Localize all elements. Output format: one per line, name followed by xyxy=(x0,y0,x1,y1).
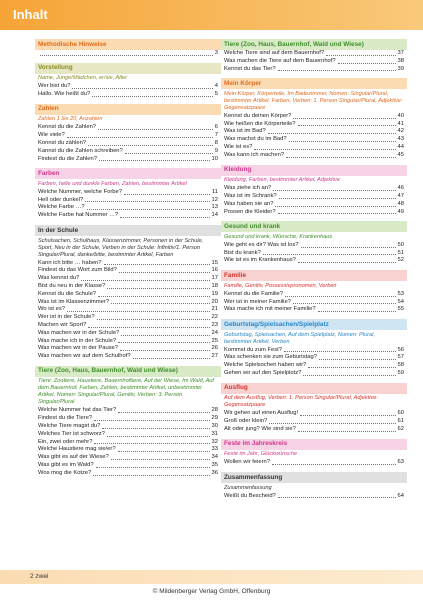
toc-section xyxy=(221,439,407,467)
entry-page-number: 32 xyxy=(211,438,218,445)
dot-leader xyxy=(285,296,396,297)
dot-leader xyxy=(278,70,396,71)
dot-leader xyxy=(273,190,395,191)
section-topics: Zusammenfassung xyxy=(224,484,272,491)
entry-page-number: 52 xyxy=(397,257,404,264)
entry-title: Bist du krank? xyxy=(224,249,261,256)
entry-page-number: 28 xyxy=(211,407,218,414)
entry-title: Wie ist es im Krankenhaus? xyxy=(224,257,296,264)
entry-title: Kennst du die Familie? xyxy=(224,290,283,297)
entry-title: Wir gehen auf einen Ausflug! xyxy=(224,410,299,417)
entry-title: Ein, zwei oder mehr? xyxy=(38,438,93,445)
entry-page-number: 60 xyxy=(397,410,404,417)
entry-page-number: 37 xyxy=(397,50,404,56)
entry-title: Kennst du die Schule? xyxy=(38,290,97,297)
toc-entry[interactable] xyxy=(221,299,407,307)
toc-entry[interactable] xyxy=(221,291,407,299)
toc-entry[interactable] xyxy=(35,267,221,275)
entry-title: Findest du die Tiere? xyxy=(38,415,93,422)
entry-title: Was kann ich machen? xyxy=(224,151,285,158)
dot-leader xyxy=(72,88,212,89)
entry-title: Kannst du die Zahlen schreiben? xyxy=(38,147,123,154)
entry-title: Findest du das Wort zum Bild? xyxy=(38,267,117,274)
dot-leader xyxy=(99,160,210,161)
section-title: Tiere (Zoo, Haus, Bauernhof, Wald und Wiese) xyxy=(221,39,407,50)
dot-leader xyxy=(96,467,210,468)
entry-page-number: 18 xyxy=(211,282,218,289)
entry-page-number: 46 xyxy=(397,185,404,192)
toc-entry[interactable] xyxy=(221,250,407,258)
section-topics: Geburtstag, Spielsachen, Auf dem Spielplatz, Nomen: Plural, bestimmter Artikel, Verben xyxy=(224,331,375,345)
entry-page-number: 41 xyxy=(397,120,404,127)
dot-leader xyxy=(284,351,396,352)
toc-entry[interactable] xyxy=(221,50,407,58)
toc-entry[interactable] xyxy=(221,362,407,370)
entry-page-number: 47 xyxy=(397,192,404,199)
section-title: Ausflug xyxy=(221,383,407,394)
entry-page-number: 9 xyxy=(214,147,218,154)
entry-page-number: 17 xyxy=(211,275,218,282)
entry-title: Was mache ich mit meiner Familie? xyxy=(224,306,316,313)
entry-page-number: 22 xyxy=(211,314,218,321)
section-title: Methodische Hinweise xyxy=(35,39,221,50)
toc-section xyxy=(221,383,407,434)
toc-entry[interactable] xyxy=(35,407,221,415)
entry-page-number: 64 xyxy=(397,492,404,499)
entry-page-number: 43 xyxy=(397,136,404,143)
dot-leader xyxy=(263,254,396,255)
toc-entry[interactable] xyxy=(221,354,407,362)
entry-title: Was machst du im Bad? xyxy=(224,136,287,143)
entry-title: Welche Tiere magst du? xyxy=(38,423,101,430)
dot-leader xyxy=(81,280,209,281)
dot-leader xyxy=(67,311,210,312)
entry-title: Possen die Kleider? xyxy=(224,208,276,215)
entry-title: Wie heißen die Körperteile? xyxy=(224,120,296,127)
toc-entry[interactable] xyxy=(35,454,221,462)
dot-leader xyxy=(119,272,210,273)
entry-title: Weißt du Bescheid? xyxy=(224,492,276,499)
entry-page-number: 53 xyxy=(397,290,404,297)
section-topics: Name, Junge/Mädchen, er/sie, Alter xyxy=(38,75,128,82)
entry-title: Was haben sie an? xyxy=(224,200,274,207)
entry-page-number: 5 xyxy=(214,91,218,98)
entry-page-number: 33 xyxy=(211,446,218,453)
entry-title: Welches Tier ist schworz? xyxy=(38,430,105,437)
toc-entry[interactable] xyxy=(221,128,407,136)
entry-page-number: 35 xyxy=(211,462,218,468)
entry-page-number: 15 xyxy=(211,259,218,266)
toc-column-right xyxy=(221,39,407,505)
entry-page-number: 36 xyxy=(211,469,218,476)
toc-entry[interactable] xyxy=(221,370,407,378)
toc-entry[interactable] xyxy=(35,83,221,91)
entry-title: Welche Farbe …? xyxy=(38,204,85,211)
toc-section xyxy=(221,472,407,500)
section-title: Mein Körper xyxy=(221,78,407,89)
entry-title: Was ziehe ich an? xyxy=(224,185,272,192)
toc-entry[interactable] xyxy=(35,156,221,164)
toc-entry[interactable] xyxy=(35,275,221,283)
toc-entry[interactable] xyxy=(35,124,221,132)
entry-title: Was machen die Tiere auf dem Bauernhof? xyxy=(224,57,336,64)
section-topics: Tiere: Zootiere, Haustiere, Bauernhoftiere, Auf der Wiese, Im Wald, Auf dem Bauernhof, Farben, Zahlen, bestimmter Artikel, unbestimmter Artikel, Nomen: Singular/Plural, Genitiv, Verben: 3. Person Singular/Plural xyxy=(38,378,214,406)
toc-section xyxy=(221,221,407,265)
entry-page-number: 14 xyxy=(211,212,218,219)
dot-leader xyxy=(279,198,396,199)
publisher-credit: © Mildenberger Verlag GmbH, Offenburg xyxy=(152,588,271,595)
entry-title: Was machen wir in der Schule? xyxy=(38,329,120,336)
dot-leader xyxy=(293,118,395,119)
entry-title: Was schenken sie zum Geburtstag? xyxy=(224,354,317,361)
entry-page-number: 21 xyxy=(211,306,218,313)
entry-page-number: 3 xyxy=(214,50,218,56)
section-title: Geburtstag/Spielsachen/Spielplatz xyxy=(221,319,407,330)
entry-page-number: 23 xyxy=(211,321,218,328)
dot-leader xyxy=(298,262,396,263)
toc-entry[interactable] xyxy=(35,423,221,431)
dot-leader xyxy=(107,288,209,289)
entry-page-number: 10 xyxy=(211,155,218,162)
section-title: Kleidung xyxy=(221,165,407,176)
section-topics: Feste im Jahr, Glückwünsche xyxy=(224,451,298,458)
entry-page-number: 57 xyxy=(397,354,404,361)
section-title: Zahlen xyxy=(35,104,221,115)
dot-leader xyxy=(104,264,210,265)
entry-title: Wollen wir feiern? xyxy=(224,459,270,466)
section-title: Tiere (Zoo, Haus, Bauernhof, Wald und Wiese) xyxy=(35,366,221,377)
toc-entry[interactable] xyxy=(35,314,221,322)
toc-section xyxy=(35,366,221,478)
dot-leader xyxy=(121,335,209,336)
toc-entry[interactable] xyxy=(221,242,407,250)
toc-entry[interactable] xyxy=(35,148,221,156)
entry-title: Wie ist es? xyxy=(224,144,253,151)
page-number: 2 zwei xyxy=(30,573,49,580)
section-title: Feste im Jahreskreis xyxy=(221,439,407,450)
entry-page-number: 61 xyxy=(397,418,404,425)
section-topics: Zahlen 1 bis 20, Anzahlen xyxy=(38,116,103,123)
toc-entry[interactable] xyxy=(221,185,407,193)
toc-entry[interactable] xyxy=(35,439,221,447)
dot-leader xyxy=(125,153,213,154)
toc-entry[interactable] xyxy=(221,426,407,434)
toc-entry[interactable] xyxy=(35,189,221,197)
entry-page-number: 58 xyxy=(397,362,404,369)
toc-entry[interactable] xyxy=(35,330,221,338)
toc-entry[interactable] xyxy=(221,121,407,129)
toc-entry[interactable] xyxy=(35,470,221,478)
toc-entry[interactable] xyxy=(35,140,221,148)
entry-title: Alt oder jung? Wie sind sie? xyxy=(224,425,296,432)
section-title: In der Schule xyxy=(35,225,221,236)
section-topics: Kleidung, Farben, bestimmter Artikel, Adjektive xyxy=(224,177,340,184)
entry-page-number: 19 xyxy=(211,290,218,297)
dot-leader xyxy=(289,141,396,142)
entry-title: Welche Haustiere mag sie/er? xyxy=(38,446,116,453)
toc-section xyxy=(221,78,407,159)
dot-leader xyxy=(133,358,210,359)
dot-leader xyxy=(118,342,209,343)
dot-leader xyxy=(303,375,395,376)
dot-leader xyxy=(278,213,396,214)
dot-leader xyxy=(268,133,396,134)
entry-page-number: 63 xyxy=(397,459,404,466)
entry-page-number: 12 xyxy=(211,196,218,203)
entry-title: Wer ist in meiner Familie? xyxy=(224,298,291,305)
dot-leader xyxy=(98,296,210,297)
toc-entry[interactable] xyxy=(35,415,221,423)
entry-page-number: 29 xyxy=(211,415,218,422)
toc-entry[interactable] xyxy=(35,299,221,307)
header-band xyxy=(0,0,423,30)
toc-entry[interactable] xyxy=(35,462,221,470)
section-title: Farben xyxy=(35,168,221,179)
entry-title: Hell oder dunkel? xyxy=(38,196,84,203)
entry-title: Wie geht es dir? Was ist los? xyxy=(224,241,299,248)
toc-entry[interactable] xyxy=(221,136,407,144)
toc-entry[interactable] xyxy=(221,418,407,426)
dot-leader xyxy=(308,367,395,368)
toc-section xyxy=(35,39,221,58)
entry-page-number: 50 xyxy=(397,241,404,248)
entry-page-number: 40 xyxy=(397,112,404,119)
toc-entry[interactable] xyxy=(35,431,221,439)
toc-entry[interactable] xyxy=(221,493,407,501)
entry-page-number: 48 xyxy=(397,200,404,207)
entry-page-number: 4 xyxy=(214,83,218,90)
dot-leader xyxy=(102,428,209,429)
dot-leader xyxy=(272,464,396,465)
entry-title: Kennst du die Zahlen? xyxy=(38,124,97,131)
toc-column-left xyxy=(35,39,221,483)
footer-band xyxy=(0,570,423,584)
dot-leader xyxy=(326,55,395,56)
toc-entry[interactable] xyxy=(221,66,407,74)
toc-entry[interactable] xyxy=(35,322,221,330)
toc-section xyxy=(221,165,407,217)
dot-leader xyxy=(269,423,395,424)
dot-leader xyxy=(98,129,213,130)
entry-title: Was mache ich in der Schule? xyxy=(38,337,117,344)
toc-entry[interactable] xyxy=(35,353,221,361)
dot-leader xyxy=(94,420,209,421)
dot-leader xyxy=(118,451,210,452)
toc-section xyxy=(35,104,221,163)
dot-leader xyxy=(118,412,209,413)
toc-entry[interactable] xyxy=(35,132,221,140)
entry-title: Wer ist in der Schule? xyxy=(38,314,95,321)
toc-entry[interactable] xyxy=(35,306,221,314)
entry-title: Wo ist es? xyxy=(38,306,65,313)
dot-leader xyxy=(88,145,213,146)
toc-entry[interactable] xyxy=(35,291,221,299)
entry-page-number: 49 xyxy=(397,208,404,215)
entry-title: Hallo. Wie heißt du? xyxy=(38,91,91,98)
entry-page-number: 7 xyxy=(214,132,218,139)
dot-leader xyxy=(40,55,213,56)
entry-page-number: 54 xyxy=(397,298,404,305)
entry-page-number: 30 xyxy=(211,423,218,430)
entry-page-number: 59 xyxy=(397,370,404,377)
toc-entry[interactable] xyxy=(221,410,407,418)
entry-page-number: 24 xyxy=(211,329,218,336)
entry-title: Findest du die Zahlen? xyxy=(38,155,97,162)
dot-leader xyxy=(88,327,209,328)
dot-leader xyxy=(286,157,396,158)
toc-section xyxy=(221,319,407,378)
toc-section xyxy=(35,168,221,220)
entry-title: Groß oder klein? xyxy=(224,418,268,425)
toc-entry[interactable] xyxy=(35,50,221,58)
dot-leader xyxy=(111,459,210,460)
dot-leader xyxy=(338,63,396,64)
entry-title: Was ist im Bad? xyxy=(224,128,266,135)
dot-leader xyxy=(301,247,396,248)
dot-leader xyxy=(67,137,213,138)
toc-entry[interactable] xyxy=(35,283,221,291)
entry-title: Was ist im Schrank? xyxy=(224,192,277,199)
entry-title: Was gibt es auf der Wiese? xyxy=(38,454,109,461)
section-topics: Schulsachen, Schulhaus, Klassenzimmer, Personen in der Schule, Sport, Neu in der Schule, Verben in der Schule: Infinitiv/1. Person Singular/Plural, danke/bitte, bestimmter Artikel, Farben xyxy=(38,237,204,258)
dot-leader xyxy=(93,475,209,476)
toc-entry[interactable] xyxy=(221,113,407,121)
section-title: Vorstellung xyxy=(35,63,221,74)
entry-title: Kennst du das Tier? xyxy=(224,65,276,72)
toc-entry[interactable] xyxy=(35,446,221,454)
entry-title: Welche Tiere sind auf dem Bauernhof? xyxy=(224,50,325,56)
toc-section xyxy=(221,39,407,73)
section-title: Familie xyxy=(221,270,407,281)
entry-title: Konnst du zählen? xyxy=(38,139,87,146)
entry-page-number: 31 xyxy=(211,430,218,437)
toc-entry[interactable] xyxy=(221,201,407,209)
dot-leader xyxy=(318,311,396,312)
toc-section xyxy=(35,225,221,361)
entry-title: Wer bist du? xyxy=(38,83,71,90)
entry-page-number: 13 xyxy=(211,204,218,211)
toc-entry[interactable] xyxy=(221,193,407,201)
entry-page-number: 51 xyxy=(397,249,404,256)
entry-page-number: 34 xyxy=(211,454,218,461)
toc-entry[interactable] xyxy=(221,347,407,355)
toc-section xyxy=(35,63,221,99)
entry-title: Was machen wir auf dem Schulhof? xyxy=(38,353,131,360)
section-title: Zusammenfassung xyxy=(221,472,407,483)
toc-entry[interactable] xyxy=(35,197,221,205)
dot-leader xyxy=(254,149,395,150)
toc-entry[interactable] xyxy=(35,338,221,346)
page-title: Inhalt xyxy=(13,7,48,22)
dot-leader xyxy=(94,443,209,444)
dot-leader xyxy=(124,194,210,195)
entry-page-number: 55 xyxy=(397,306,404,313)
toc-entry[interactable] xyxy=(221,209,407,217)
toc-entry[interactable] xyxy=(35,260,221,268)
toc-entry[interactable] xyxy=(221,152,407,160)
entry-page-number: 44 xyxy=(397,144,404,151)
entry-page-number: 11 xyxy=(211,188,218,195)
dot-leader xyxy=(300,415,395,416)
dot-leader xyxy=(120,350,210,351)
toc-entry[interactable] xyxy=(35,91,221,99)
entry-title: Gehen wir auf den Spielplotz? xyxy=(224,370,302,377)
entry-page-number: 6 xyxy=(214,124,218,131)
entry-title: Was ist im Klassenzimmer? xyxy=(38,298,109,305)
toc-entry[interactable] xyxy=(35,204,221,212)
entry-page-number: 20 xyxy=(211,298,218,305)
entry-page-number: 27 xyxy=(211,353,218,360)
entry-title: Machen wir Sport? xyxy=(38,321,87,328)
toc-entry[interactable] xyxy=(221,459,407,467)
toc-entry[interactable] xyxy=(221,257,407,265)
dot-leader xyxy=(319,359,396,360)
entry-title: Was kennst du? xyxy=(38,275,80,282)
entry-title: Kennst du deinen Körper? xyxy=(224,112,292,119)
entry-title: Wos mog die Kotze? xyxy=(38,469,92,476)
entry-page-number: 25 xyxy=(211,337,218,344)
section-topics: Gesund und krank, Wünsche, Krankenhaus xyxy=(224,233,333,240)
dot-leader xyxy=(92,96,213,97)
dot-leader xyxy=(111,303,210,304)
section-topics: Farben, helle und dunkle Farben, Zahlen, bestimmter Artikel xyxy=(38,180,187,187)
entry-page-number: 56 xyxy=(397,346,404,353)
entry-title: Kommst du zum Fest? xyxy=(224,346,282,353)
entry-title: Welche Nummer hat das Tier? xyxy=(38,407,117,414)
dot-leader xyxy=(298,125,396,126)
section-topics: Familie, Genitiv, Possessivpronomen, Verben xyxy=(224,282,337,289)
entry-page-number: 39 xyxy=(397,65,404,72)
entry-title: Was machen wir in der Pause? xyxy=(38,345,119,352)
entry-page-number: 26 xyxy=(211,345,218,352)
toc-entry[interactable] xyxy=(221,306,407,314)
entry-title: Kann ich bitte … haben? xyxy=(38,259,102,266)
section-topics: Auf dem Ausflug, Verben: 1. Person Singular/Plural, Adjektive: Gegensatzpaare xyxy=(224,395,378,409)
entry-title: Welche Spielsochen haben wir? xyxy=(224,362,307,369)
entry-page-number: 62 xyxy=(397,425,404,432)
dot-leader xyxy=(298,431,396,432)
entry-title: Bist du neu in der Klasse? xyxy=(38,282,106,289)
entry-title: Was gibt es im Wald? xyxy=(38,462,94,468)
entry-title: Welche Farbe hat Nummer …? xyxy=(38,212,119,219)
toc-entry[interactable] xyxy=(35,345,221,353)
entry-title: Welche Nummer, welche Forbe? xyxy=(38,188,122,195)
dot-leader xyxy=(278,497,396,498)
entry-page-number: 42 xyxy=(397,128,404,135)
toc-section xyxy=(221,270,407,314)
dot-leader xyxy=(97,319,210,320)
entry-page-number: 38 xyxy=(397,57,404,64)
entry-page-number: 45 xyxy=(397,151,404,158)
section-title: Gesund und krank xyxy=(221,221,407,232)
dot-leader xyxy=(275,206,395,207)
dot-leader xyxy=(107,436,210,437)
dot-leader xyxy=(85,201,209,202)
entry-page-number: 16 xyxy=(211,267,218,274)
toc-entry[interactable] xyxy=(221,144,407,152)
entry-title: Wie viele? xyxy=(38,132,65,139)
dot-leader xyxy=(87,209,210,210)
toc-entry[interactable] xyxy=(221,58,407,66)
section-topics: Mein Körper, Körperteile, Im Badezimmer, Nomen: Singular/Plural, bestimmter Artikel, Farben, Verben: 1. Person Singular/Plural, Adjektive: Gegensatzpaare xyxy=(224,90,403,111)
dot-leader xyxy=(293,303,396,304)
dot-leader xyxy=(120,217,209,218)
toc-entry[interactable] xyxy=(35,212,221,220)
entry-page-number: 8 xyxy=(214,139,218,146)
